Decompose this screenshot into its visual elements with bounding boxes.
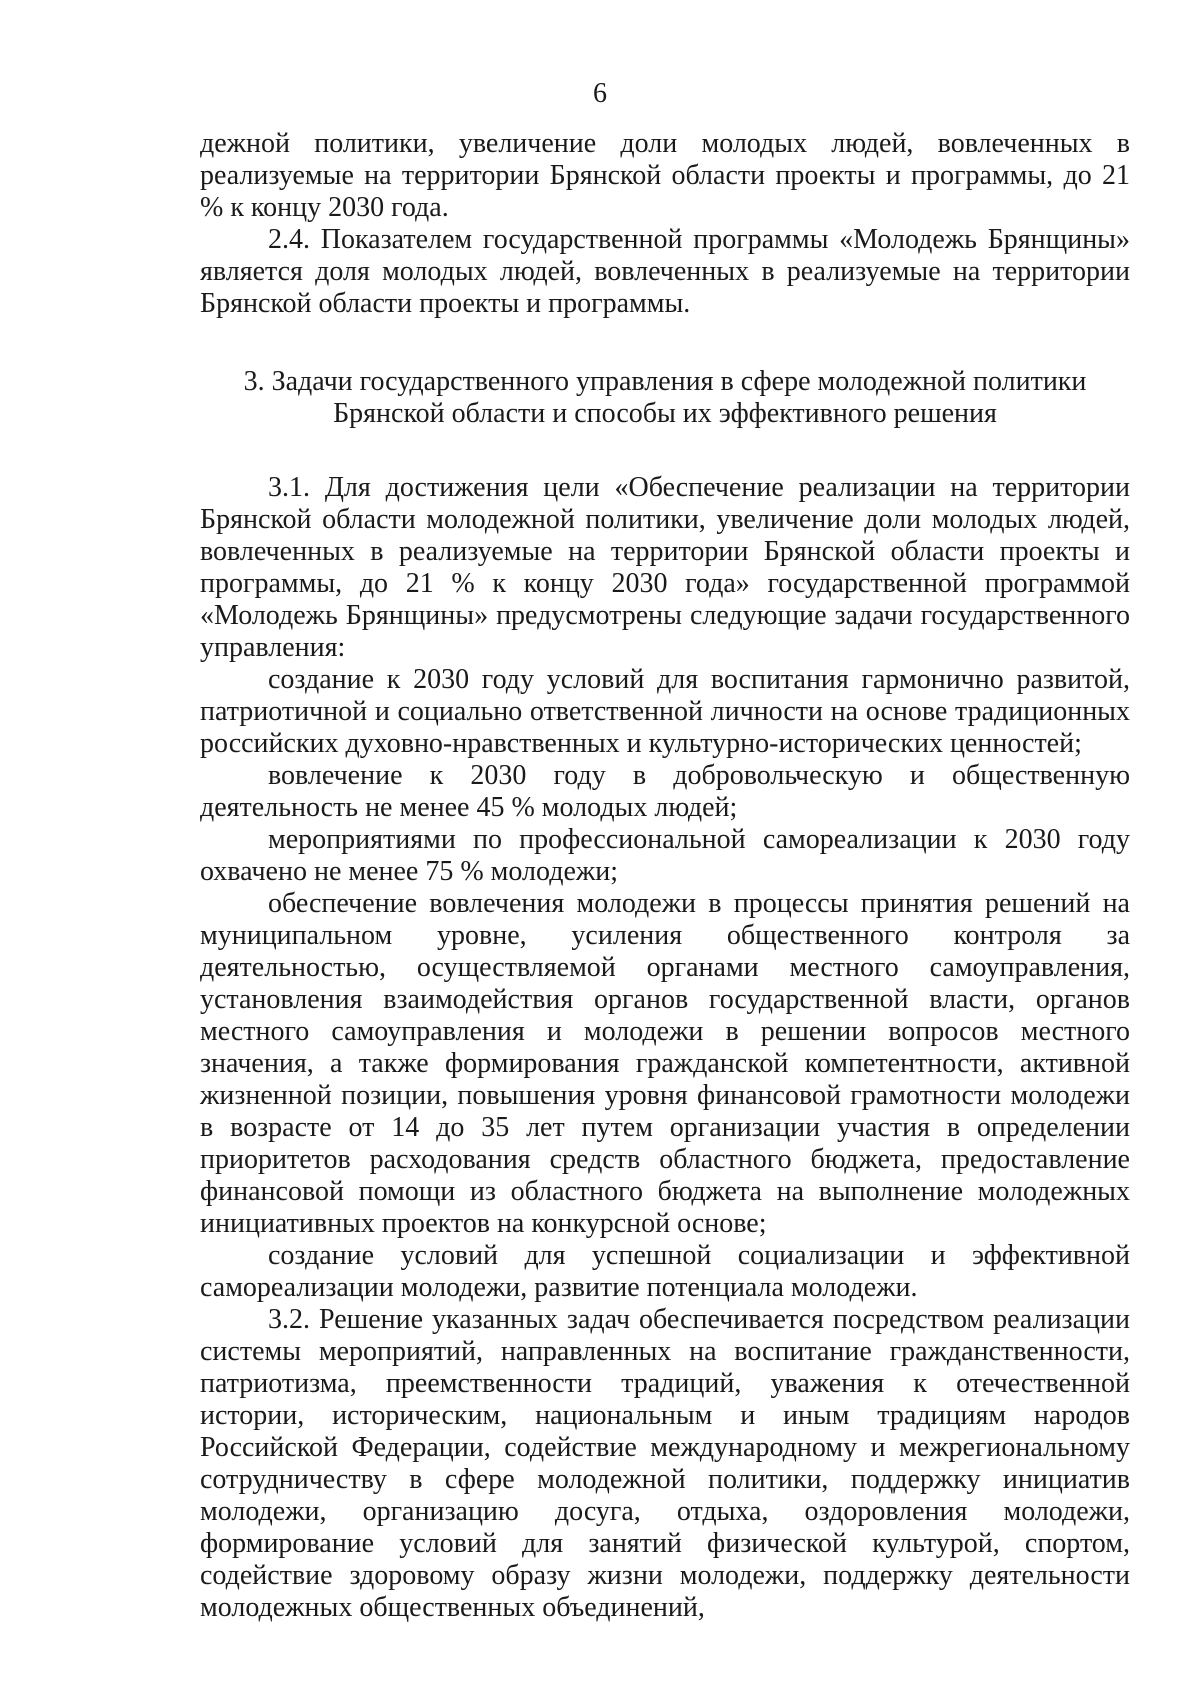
paragraph-3-2: 3.2. Решение указанных задач обеспечивается посредством реализации системы мероприятий, направленных на воспитание гражданственности, патриотизма, преемственности традиций, уважения к отечественной истории, историческим, национальным и иным традициям народов Российской Федерации, содействие международному и межрегиональному сотрудничеству в сфере молодежной политики, поддержку инициатив молодежи, организацию досуга, отдыха, оздоровления молодежи, формирование условий для занятий физической культурой, спортом, содействие здоровому образу жизни молодежи, поддержку деятельности молодежных общественных объединений,	[200, 1304, 1130, 1623]
paragraph-continuation: дежной политики, увеличение доли молодых людей, вовлеченных в реализуемые на территории Брянской области проекты и программы, до 21 % к концу 2030 года.	[200, 128, 1130, 223]
task-item-5: создание условий для успешной социализации и эффективной самореализации молодежи, развитие потенциала молодежи.	[200, 1240, 1130, 1303]
section-heading-line-2: Брянской области и способы их эффективного решения	[333, 398, 997, 429]
task-item-2: вовлечение к 2030 году в добровольческую и общественную деятельность не менее 45 % молодых людей;	[200, 760, 1130, 823]
paragraph-2-4: 2.4. Показателем государственной программы «Молодежь Брянщины» является доля молодых людей, вовлеченных в реализуемые на территории Брянской области проекты и программы.	[200, 224, 1130, 319]
task-item-4: обеспечение вовлечения молодежи в процессы принятия решений на муниципальном уровне, усиления общественного контроля за деятельностью, осуществляемой органами местного самоуправления, установления взаимодействия органов государственной власти, органов местного самоуправления и молодежи в решении вопросов местного значения, а также формирования гражданской компетентности, активной жизненной позиции, повышения уровня финансовой грамотности молодежи в возрасте от 14 до 35 лет путем организации участия в определении приоритетов расходования средств областного бюджета, предоставление финансовой помощи из областного бюджета на выполнение молодежных инициативных проектов на конкурсной основе;	[200, 888, 1130, 1239]
task-item-3: мероприятиями по профессиональной самореализации к 2030 году охвачено не менее 75 % молодежи;	[200, 824, 1130, 887]
document-body	[200, 128, 1130, 1624]
section-heading-line-1: 3. Задачи государственного управления в сфере молодежной политики	[243, 366, 1087, 397]
task-item-1: создание к 2030 году условий для воспитания гармонично развитой, патриотичной и социально ответственной личности на основе традиционных российских духовно-нравственных и культурно-исторических ценностей;	[200, 664, 1130, 759]
section-heading	[200, 366, 1130, 430]
paragraph-3-1: 3.1. Для достижения цели «Обеспечение реализации на территории Брянской области молодежной политики, увеличение доли молодых людей, вовлеченных в реализуемые на территории Брянской области проекты и программы, до 21 % к концу 2030 года» государственной программой «Молодежь Брянщины» предусмотрены следующие задачи государственного управления:	[200, 472, 1130, 663]
page-number: 6	[593, 78, 607, 109]
